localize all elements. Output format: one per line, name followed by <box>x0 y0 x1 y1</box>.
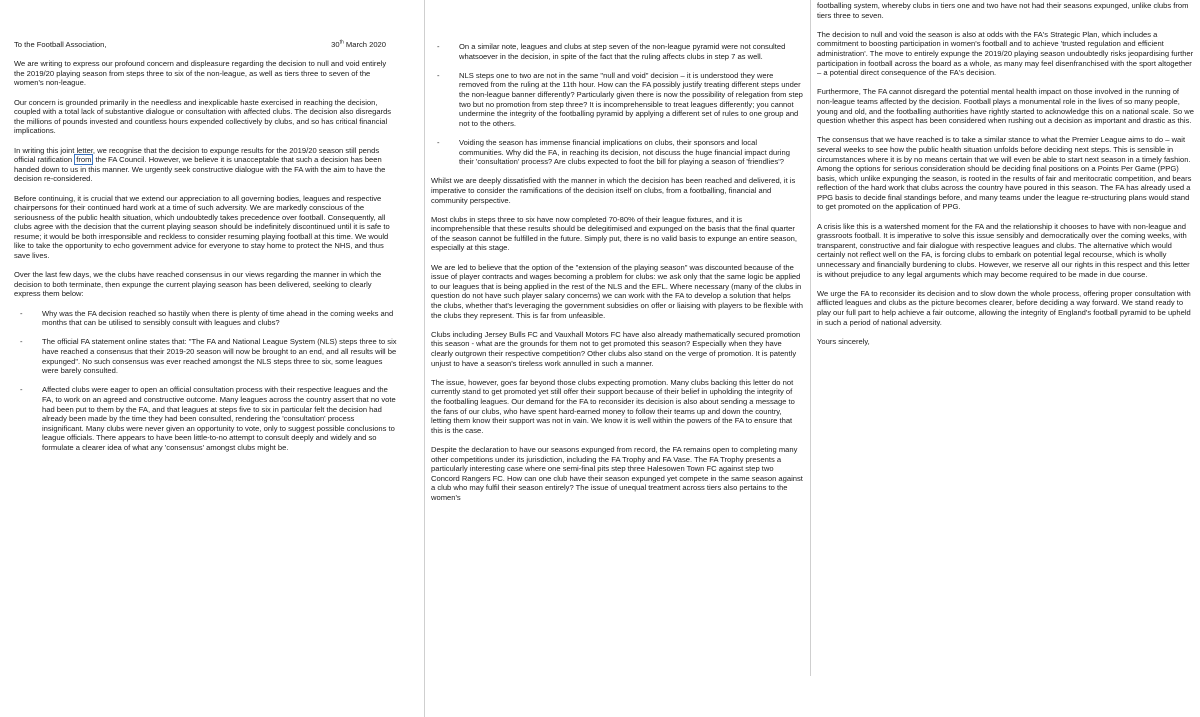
paragraph: Despite the declaration to have our seasons expunged from record, the FA remains open to completing many other competitions under its jurisdiction, including the FA Trophy and FA Vase. The FA Trophy presents a particularly interesting case where one semi-final pits step three Halesowen Town FC against step two Concord Rangers FC. How can one club have their season expunged yet compete in the same season against a club who may fulfil their season entirely? The issue of unequal treatment across tiers also pertains to the women's <box>431 444 803 502</box>
bullet-list <box>431 42 803 167</box>
column-2 <box>424 0 803 717</box>
paragraph: We are writing to express our profound concern and displeasure regarding the decision to null and void entirely the 2019/20 playing season from steps three to six of the non-league, as well as tiers three to seven of the women's non-league. <box>14 59 387 88</box>
paragraph: We are led to believe that the option of the "extension of the playing season" was discounted because of the issue of player contracts and wages becoming a problem for clubs: we ask only that the same logic be applied to our leagues that is being applied in the rest of the NLS and the EFL. Where necessary (many of the clubs in question do not have such player salary concerns) we can work with the FA to develop a solution that helps the clubs, whether that's leveraging the government subsidies on offer or liaising with players to be flexible with the clubs they represent. This is far from unfeasible. <box>431 262 803 320</box>
paragraph: Clubs including Jersey Bulls FC and Vauxhall Motors FC have also already mathematically secured promotion this season - what are the grounds for them not to get promoted this season? Especially when they have clearly outgrown their respective competition? Other clubs also stand on the verge of promotion. It is patently unjust to have a season's tireless work annulled in such a manner. <box>431 329 801 368</box>
paragraph: The issue, however, goes far beyond those clubs expecting promotion. Many clubs backing this letter do not currently stand to get promoted yet still offer their support because of their belief in upholding the integrity of the footballing leagues. Our demand for the FA to reconsider its decision is also about sending a message to the fans of our clubs, who have spent hard-earned money to follow their teams up and down the country, letting them know their support was not in vain. We know it is well within the powers of the FA to ensure that this is the case. <box>431 377 795 435</box>
text-selection-highlight: from <box>76 155 92 165</box>
list-item: - Affected clubs were eager to open an official consultation process with their respective leagues and the FA, to work on an agreed and constructive outcome. Many leagues across the country assert that no vote had been put to them by the FA, and that leagues at steps five to six in particular felt the decision had already been made by the time they had been consulted, rendering the 'consultation' process insignificant. Many clubs were never given an opportunity to vote, only to suggest possible conclusions to league officials. There appears to have been little-to-no attempt to consult deeply and widely and so formulate a clearer idea of what any 'consensus' amongst clubs might be. <box>14 385 398 452</box>
paragraph: A crisis like this is a watershed moment for the FA and the relationship it chooses to have with non-league and grassroots football. It is imperative to solve this issue sensibly and democratically over the coming weeks, with transparent, constructive and fair dialogue with respective leagues and clubs. The alternative which would certainly not reflect well on the FA, is forcing clubs to embark on potential legal recourse, which is wholly unnecessary and financially burdening to clubs. However, we reserve all our rights in this respect and this letter is without prejudice to any legal arguments which may become required to be made in due course. <box>817 221 1190 279</box>
list-item: - The official FA statement online states that: "The FA and National League System (NLS) steps three to six have reached a consensus that their 2019-20 season will now be brought to an end, and all results will be expunged". No such consensus was ever reached amongst the NLS steps three to six, some leagues were barely consulted. <box>14 337 398 375</box>
salutation: To the Football Association, <box>14 40 107 49</box>
column-1 <box>14 0 398 715</box>
column-3 <box>810 0 1195 676</box>
paragraph: Most clubs in steps three to six have now completed 70-80% of their league fixtures, and it is incomprehensible that these results should be delegitimised and expunged on the basis that the final quarter of the season cannot be fulfilled in the future. Simply put, there is no valid basis to expunge an entire season, especially at this stage. <box>431 214 797 253</box>
bullet-list <box>14 309 398 453</box>
letter-header <box>14 40 398 50</box>
paragraph: Our concern is grounded primarily in the needless and inexplicable haste exercised in reaching the decision, coupled with a total lack of substantive dialogue or consultation with affected clubs. The decision also disregards the millions of pounds invested and countless hours expended collectively by clubs, and so has critical financial implications. <box>14 97 392 136</box>
list-item: - On a similar note, leagues and clubs at step seven of the non-league pyramid were not consulted whatsoever in the decision, in spite of the fact that the ruling affects clubs in step 7 as well. <box>431 42 803 61</box>
paragraph: The decision to null and void the season is also at odds with the FA's Strategic Plan, which includes a commitment to boosting participation in women's football and to achieve 'trusted regulation and efficient administration'. The move to entirely expunge the 2019/20 playing season undoubtedly risks jeopardising further participation in football across the board as a whole, as many may feel disenfranchised with the sport altogether – a potential direct consequence of the FA's decision. <box>817 29 1194 78</box>
list-item: - Voiding the season has immense financial implications on clubs, their sponsors and local communities. Why did the FA, in reaching its decision, not discuss the huge financial impact during their 'consultation' process? Are clubs expected to foot the bill for playing a season of 'friendlies'? <box>431 138 803 167</box>
paragraph: We urge the FA to reconsider its decision and to slow down the whole process, offering proper consultation with afflicted leagues and clubs as the picture becomes clearer, before deciding a way forward. We stand ready to play our full part to help achieve a fair outcome, allowing the integrity of England's football pyramid to be upheld in such a period of national adversity. <box>817 288 1191 327</box>
letter-date: 30th March 2020 <box>331 39 386 49</box>
paragraph: Before continuing, it is crucial that we extend our appreciation to all governing bodies, leagues and respective chairpersons for their continued hard work at a time of such adversity. We are markedly conscious of the seriousness of the public health situation, which undoubtedly takes precedence over football. Consequently, all clubs agree with the decision that the current playing season should be indefinitely discontinued until it is safe to resume; it would be both irresponsible and reckless to consider resuming playing football at this time. We would like to take the opportunity to echo government advice for everyone to stay home to protect the NHS, and thus save lives. <box>14 193 390 261</box>
list-item: - NLS steps one to two are not in the same "null and void" decision – it is understood they were removed from the ruling at the 11th hour. How can the FA possibly justify treating different steps under the non-league banner differently? Particularly given there is now the possibility of relegation from step two but no promotion from step three? It is incomprehensible to treat leagues differently; you cannot undermine the integrity of the footballing pyramid by applying a different set of rules to one group and not to the others. <box>431 71 803 129</box>
paragraph: In writing this joint letter, we recognise that the decision to expunge results for the 2019/20 season still pends official ratification from the FA Council. However, we believe it is unacceptable that such a decision has been handed down to us in this manner. We urgently seek constructive dialogue with the FA with the aim to have the decision re-considered. <box>14 145 386 184</box>
paragraph: Whilst we are deeply dissatisfied with the manner in which the decision has been reached and delivered, it is imperative to consider the ramifications of the decision itself on clubs, from a footballing, financial and community perspective. <box>431 176 796 205</box>
list-item: - Why was the FA decision reached so hastily when there is plenty of time ahead in the coming weeks and months that can be utilised to sensibly consult with leagues and clubs? <box>14 309 398 328</box>
paragraph: footballing system, whereby clubs in tiers one and two have not had their seasons expunged, unlike clubs from tiers three to seven. <box>817 1 1189 20</box>
paragraph: The consensus that we have reached is to take a similar stance to what the Premier League aims to do – wait several weeks to see how the public health situation unfolds before deciding next steps. This is sensible in circumstances where it is by no means certain that we will even be able to start next season in a timely fashion. Among the options for serious consideration should be deciding final positions on a Points Per Game (PPG) basis, which unlike expunging the season, is rooted in the results of fair and meritocratic competition, and bears reflection of the hard work that clubs across the country have poured in this season. The FA has already used a PPG basis to decide final standings before, and many teams under the league re-structuring plans would stand to get promoted on the application of PPG. <box>817 135 1192 212</box>
paragraph: Over the last few days, we the clubs have reached consensus in our views regarding the manner in which the decision to both terminate, then expunge the current playing season has been delivered, seeking to clearly express them below: <box>14 270 382 299</box>
signoff: Yours sincerely, <box>817 336 870 346</box>
paragraph: Furthermore, The FA cannot disregard the potential mental health impact on those involved in the running of non-league teams affected by the decision. Football plays a monumental role in the lives of so many people, young and old, and the footballing authorities have rightly started to acknowledge this on a national scale. So we question whether this aspect has been considered when rushing out a decision as important and drastic as this. <box>817 87 1194 126</box>
